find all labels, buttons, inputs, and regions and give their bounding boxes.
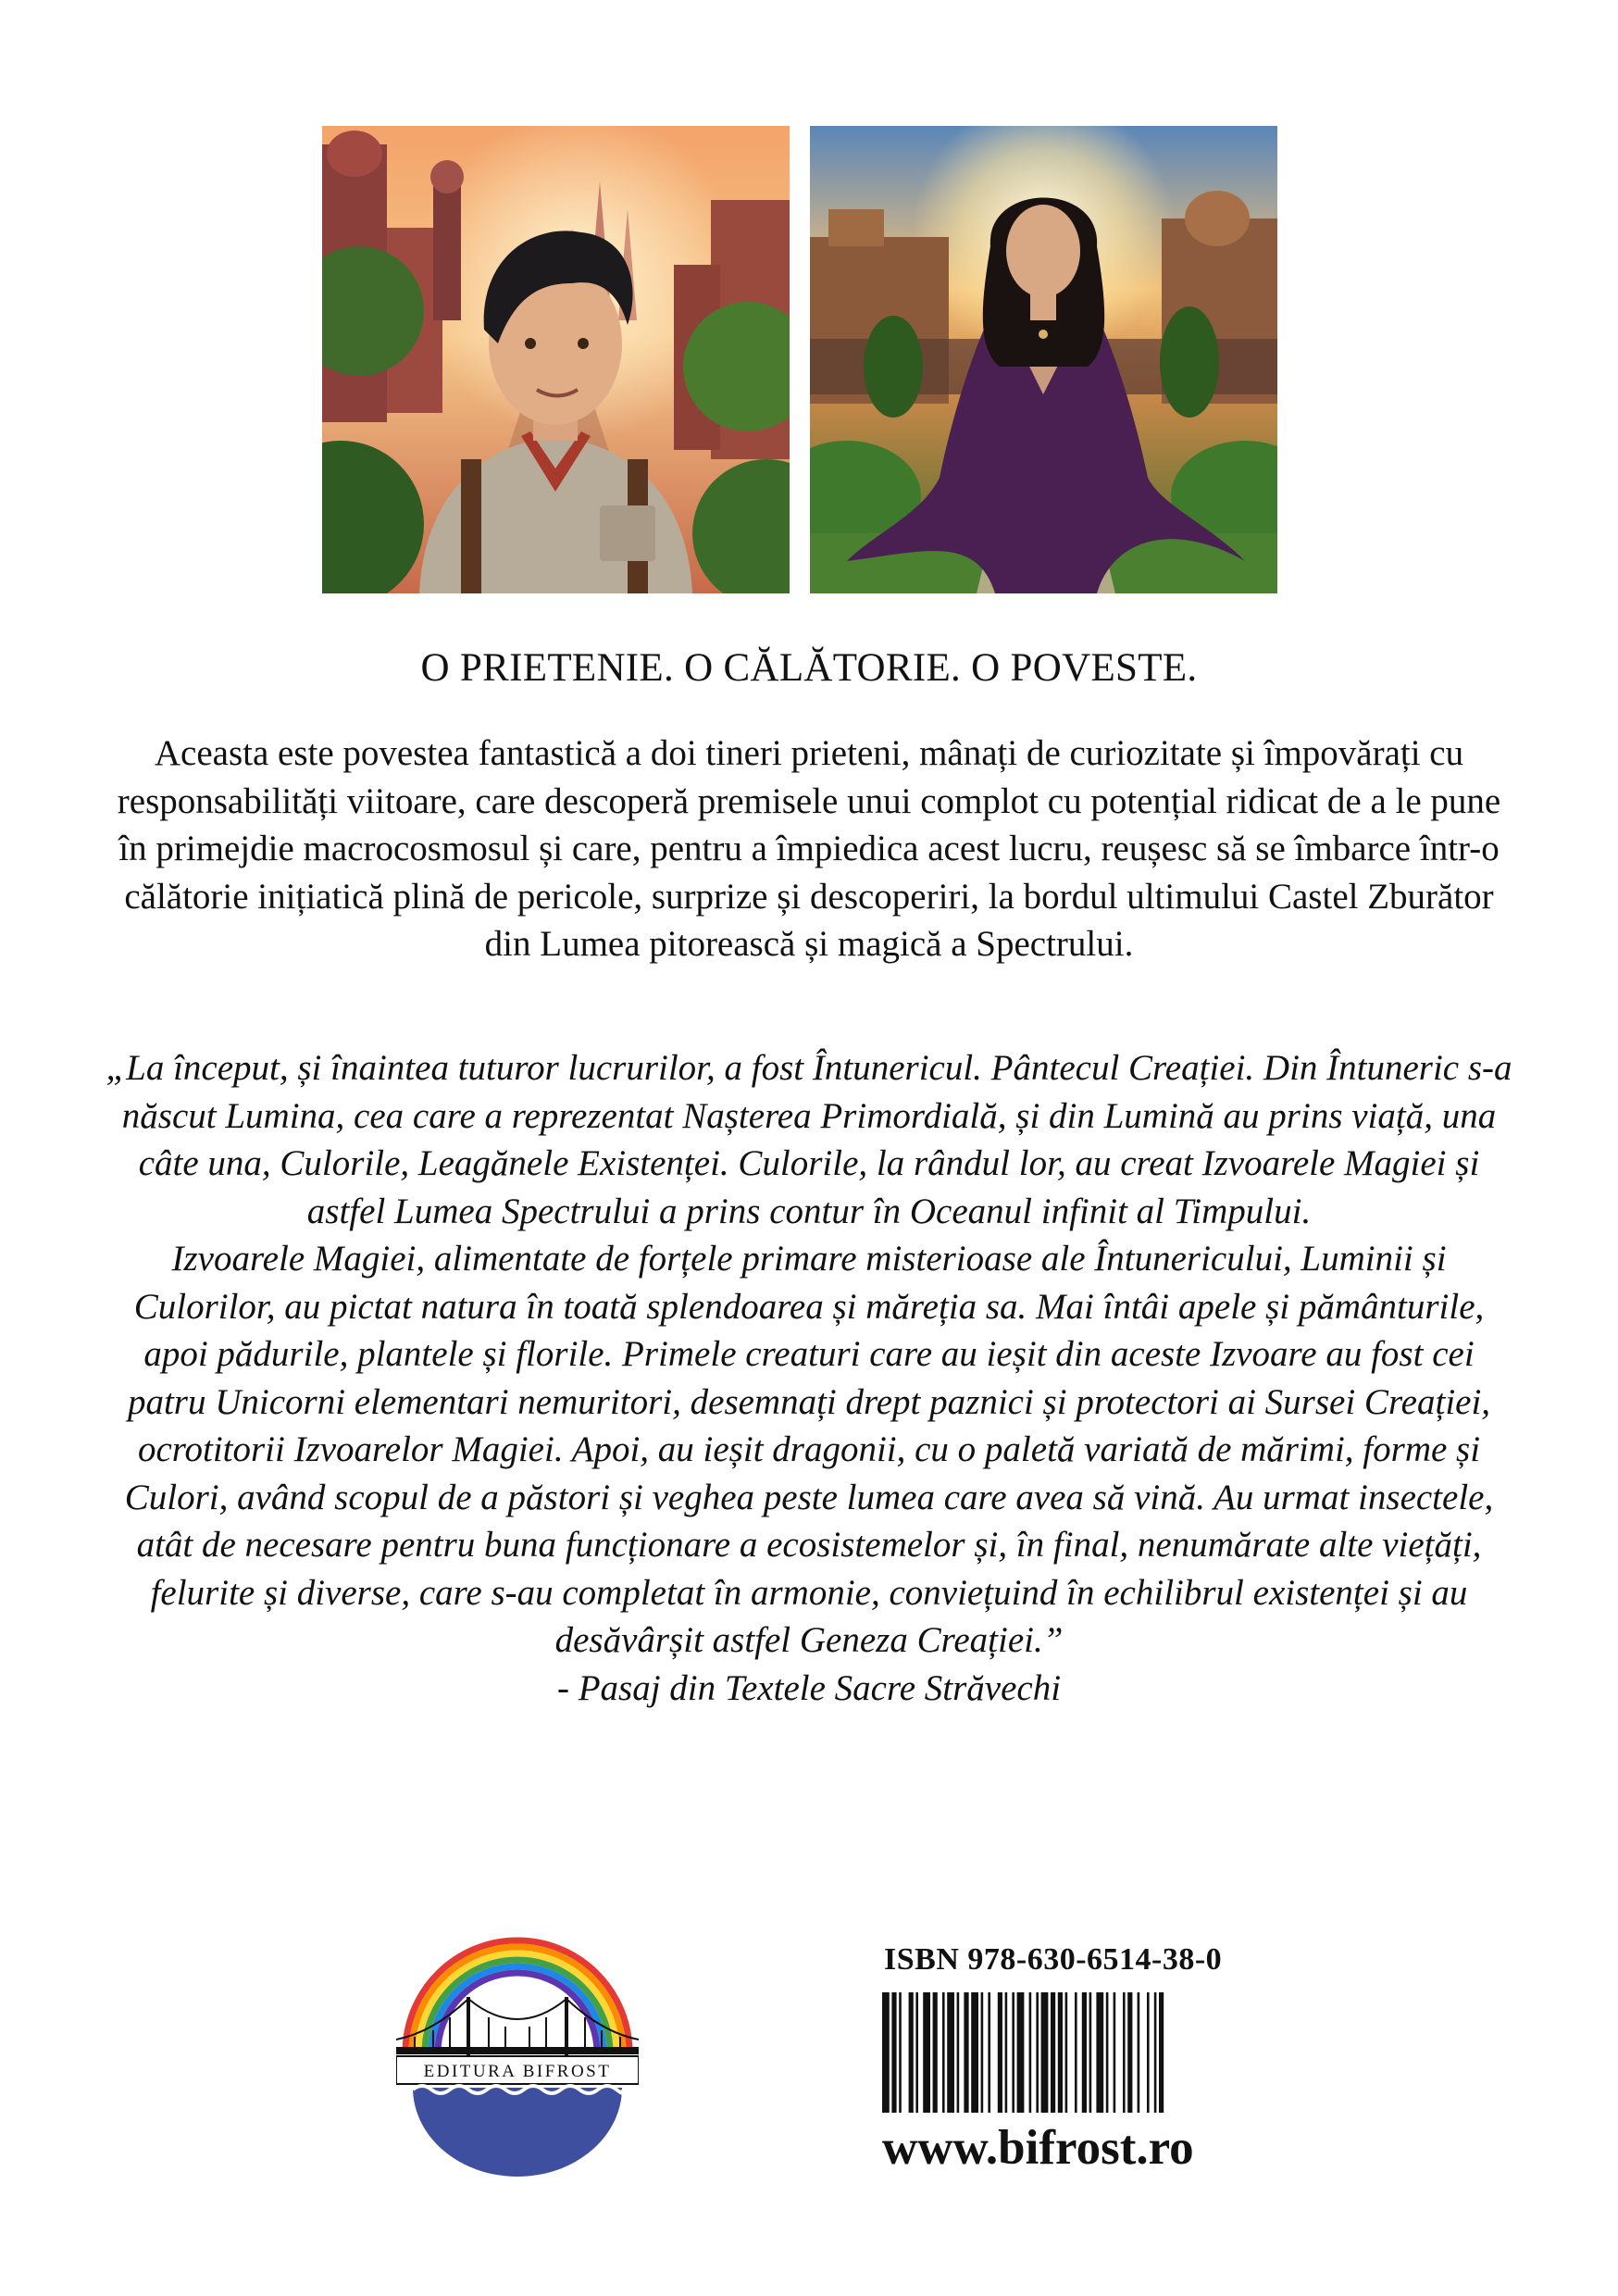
tagline: O PRIETENIE. O CĂLĂTORIE. O POVESTE. [420, 646, 1198, 690]
quote-paragraph-2: Izvoarele Magiei, alimentate de forțele primare misterioase ale Întunericului, Luminii și Culorilor, au pictat natura în toată splendoarea și măreția sa. Mai întâi apele și pământurile, apoi pădurile, plantele și florile. Primele creaturi care au ieșit din aceste Izvoare au fost cei patru Unicorni elementari nemuritori, desemnați drept paznici și protectori ai Sursei Creației, ocrotitorii Izvoarelor Magiei. Apoi, au ieșit dragonii, cu o paletă variată de mărimi, forme și Culori, având scopul de a păstori și veghea peste lumea care avea să vină. Au urmat insectele, atât de necesare pentru buna funcționare a ecosistemelor și, în final, nenumărate alte viețăți, felurite și diverse, care s-au completat în armonie, conviețuind în echilibrul existenței și au desăvârșit astfel Geneza Creației.” [124, 1239, 1494, 1660]
quote-attribution: - Pasaj din Textele Sacre Străvechi [556, 1667, 1062, 1708]
water-icon [413, 2088, 622, 2177]
girl-illustration [810, 126, 1277, 593]
boy-illustration [322, 126, 790, 593]
isbn-label: ISBN 978-630-6514-38-0 [884, 1942, 1223, 1977]
quote-passage [102, 1044, 1516, 1712]
website-link[interactable]: www.bifrost.ro [882, 2121, 1194, 2175]
logo-text: EDITURA BIFROST [423, 2062, 612, 2081]
book-blurb: Aceasta este povestea fantastică a doi tineri prieteni, mânați de curiozitate și împovărați cu responsabilități viitoare, care descoperă premisele unui complot cu potențial ridicat de a le pune în primejdie macrocosmosul și care, pentru a împiedica acest lucru, reușesc să se îmbarce într-o călătorie inițiatică plină de pericole, surprize și descoperiri, la bordul ultimului Castel Zburător din Lumea pitorească și magică a Spectrului. [117, 733, 1501, 964]
rainbow-icon [405, 1940, 629, 2053]
quote-paragraph-1: „La început, și înaintea tuturor lucrurilor, a fost Întunericul. Pântecul Creației. Din Întuneric s-a născut Lumina, cea care a reprezentat Nașterea Primordială, și din Lumină au prins viață, una câte una, Culorile, Leagănele Existenței. Culorile, la rândul lor, au creat Izvoarele Magiei și astfel Lumea Spectrului a prins contur în Oceanul infinit al Timpului. [106, 1048, 1512, 1231]
barcode-icon [882, 1992, 1240, 2113]
publisher-logo [396, 1930, 639, 2180]
